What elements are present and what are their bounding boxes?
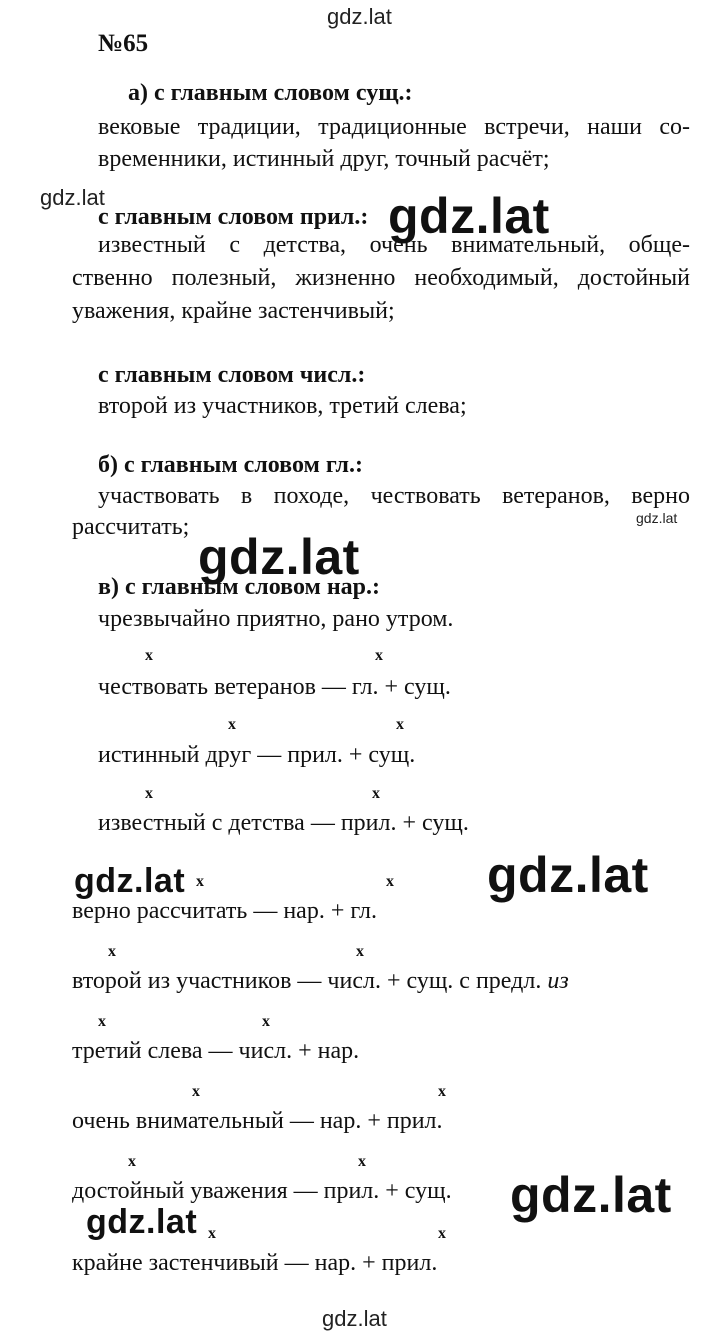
mark-x: x [208, 1225, 216, 1242]
watermark-left-small: gdz.lat [40, 185, 105, 210]
section-b-heading: б) с главным словом гл.: [98, 452, 364, 478]
mark-x: x [375, 647, 383, 664]
watermark-left-bold-2: gdz.lat [86, 1203, 198, 1241]
mark-x: x [128, 1153, 136, 1170]
watermark-big-4: gdz.lat [510, 1167, 672, 1223]
section-b-line-2: рассчитать; [72, 514, 190, 540]
section-num-line-1: второй из участников, третий слева; [98, 393, 467, 419]
analysis-line-9: крайне застенчивый — нар. + прил. [72, 1250, 438, 1276]
section-v-heading: в) с главным словом нар.: [98, 574, 380, 600]
analysis-line-5-text: второй из участников — числ. + сущ. с предл. [72, 968, 548, 994]
watermark-big-3: gdz.lat [487, 847, 649, 903]
watermark-big-1: gdz.lat [388, 188, 550, 244]
watermark-right-small: gdz.lat [636, 510, 678, 526]
section-num-heading: с главным словом числ.: [98, 362, 366, 388]
mark-x: x [108, 943, 116, 960]
mark-x: x [98, 1013, 106, 1030]
analysis-line-6: третий слева — числ. + нар. [72, 1038, 360, 1064]
mark-x: x [372, 785, 380, 802]
analysis-line-1: чествовать ветеранов — гл. + сущ. [98, 674, 451, 700]
mark-x: x [196, 873, 204, 890]
mark-x: x [192, 1083, 200, 1100]
exercise-number: №65 [98, 30, 149, 57]
section-adj-heading: с главным словом прил.: [98, 204, 369, 230]
section-v-line-1: чрезвычайно приятно, рано утром. [98, 606, 454, 632]
analysis-line-5 [72, 968, 569, 995]
section-a-heading: а) с главным словом сущ.: [128, 80, 413, 106]
watermark-top: gdz.lat [327, 4, 392, 29]
section-adj-line-2: ственно полезный, жизненно необходимый, достойный [72, 265, 690, 291]
analysis-line-3: известный с детства — прил. + сущ. [98, 810, 469, 836]
mark-x: x [438, 1225, 446, 1242]
section-adj-line-3: уважения, крайне застенчивый; [72, 298, 395, 324]
section-adj-line-1: известный с детства, очень внимательный, обще- [98, 232, 690, 258]
mark-x: x [145, 785, 153, 802]
mark-x: x [358, 1153, 366, 1170]
watermark-left-bold-1: gdz.lat [74, 862, 186, 900]
section-a-line-2: временники, истинный друг, точный расчёт; [98, 146, 550, 172]
mark-x: x [262, 1013, 270, 1030]
mark-x: x [396, 716, 404, 733]
analysis-line-7: очень внимательный — нар. + прил. [72, 1108, 443, 1134]
mark-x: x [228, 716, 236, 733]
mark-x: x [356, 943, 364, 960]
analysis-line-4: верно рассчитать — нар. + гл. [72, 898, 377, 924]
watermark-bottom: gdz.lat [322, 1306, 387, 1331]
section-a-line-1: вековые традиции, традиционные встречи, наши со- [98, 114, 690, 140]
preposition-iz: из [547, 968, 569, 994]
analysis-line-8: достойный уважения — прил. + сущ. [72, 1178, 452, 1204]
mark-x: x [386, 873, 394, 890]
analysis-line-2: истинный друг — прил. + сущ. [98, 742, 416, 768]
section-b-line-1: участвовать в походе, чествовать ветеранов, верно [98, 483, 690, 509]
mark-x: x [438, 1083, 446, 1100]
watermark-big-2: gdz.lat [198, 529, 360, 585]
mark-x: x [145, 647, 153, 664]
